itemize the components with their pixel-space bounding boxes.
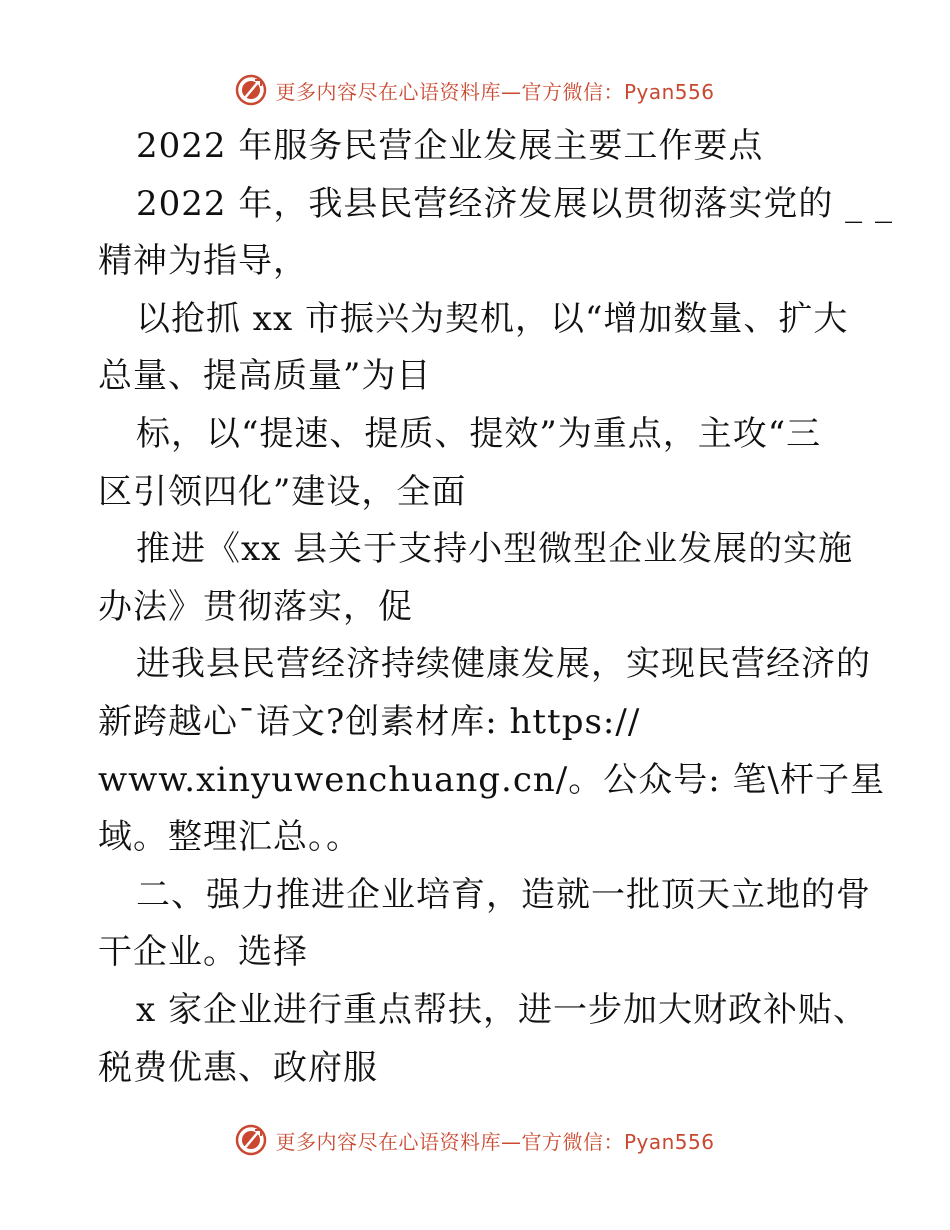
paragraph-line: 以抢抓 xx 市振兴为契机，以“增加数量、扩大: [136, 298, 849, 339]
paragraph-line: x 家企业进行重点帮扶，进一步加大财政补贴、: [136, 989, 868, 1030]
watermark-footer: [0, 1120, 950, 1160]
paragraph-line: 精神为指导，: [98, 241, 308, 282]
paragraph-line: 标，以“提速、提质、提效”为重点，主攻“三: [136, 413, 822, 454]
paragraph-line: www.xinyuwenchuang.cn/。公众号: 笔\杆子星: [98, 759, 885, 800]
paragraph-line: 干企业。选择: [98, 932, 308, 973]
paragraph-line: 进我县民营经济持续健康发展，实现民营经济的: [136, 644, 871, 685]
paragraph-line: 总量、提高质量”为目: [98, 356, 432, 397]
section-heading: 二、强力推进企业培育，造就一批顶天立地的骨: [136, 874, 871, 915]
paragraph-line: 税费优惠、政府服: [98, 1047, 378, 1088]
watermark-logo-icon: [235, 1124, 267, 1156]
paragraph-line: 办法》贯彻落实，促: [98, 586, 413, 627]
paragraph-line: 2022 年，我县民营经济发展以贯彻落实党的 _ _: [136, 183, 893, 224]
watermark-text: 更多内容尽在心语资料库—官方微信：Pyan556: [275, 79, 715, 104]
document-title: 2022 年服务民营企业发展主要工作要点: [136, 126, 764, 166]
paragraph-line: 域。整理汇总。。: [98, 817, 361, 858]
watermark-logo-icon: [235, 74, 267, 106]
watermark-header: [0, 70, 950, 110]
paragraph-line: 区引领四化”建设，全面: [98, 471, 467, 512]
document-body: [98, 118, 893, 1097]
paragraph-line: 推进《xx 县关于支持小型微型企业发展的实施: [136, 529, 854, 570]
watermark-text: 更多内容尽在心语资料库—官方微信：Pyan556: [275, 1129, 715, 1154]
paragraph-line: 新跨越心¯语文?创素材库: https://: [98, 701, 641, 742]
